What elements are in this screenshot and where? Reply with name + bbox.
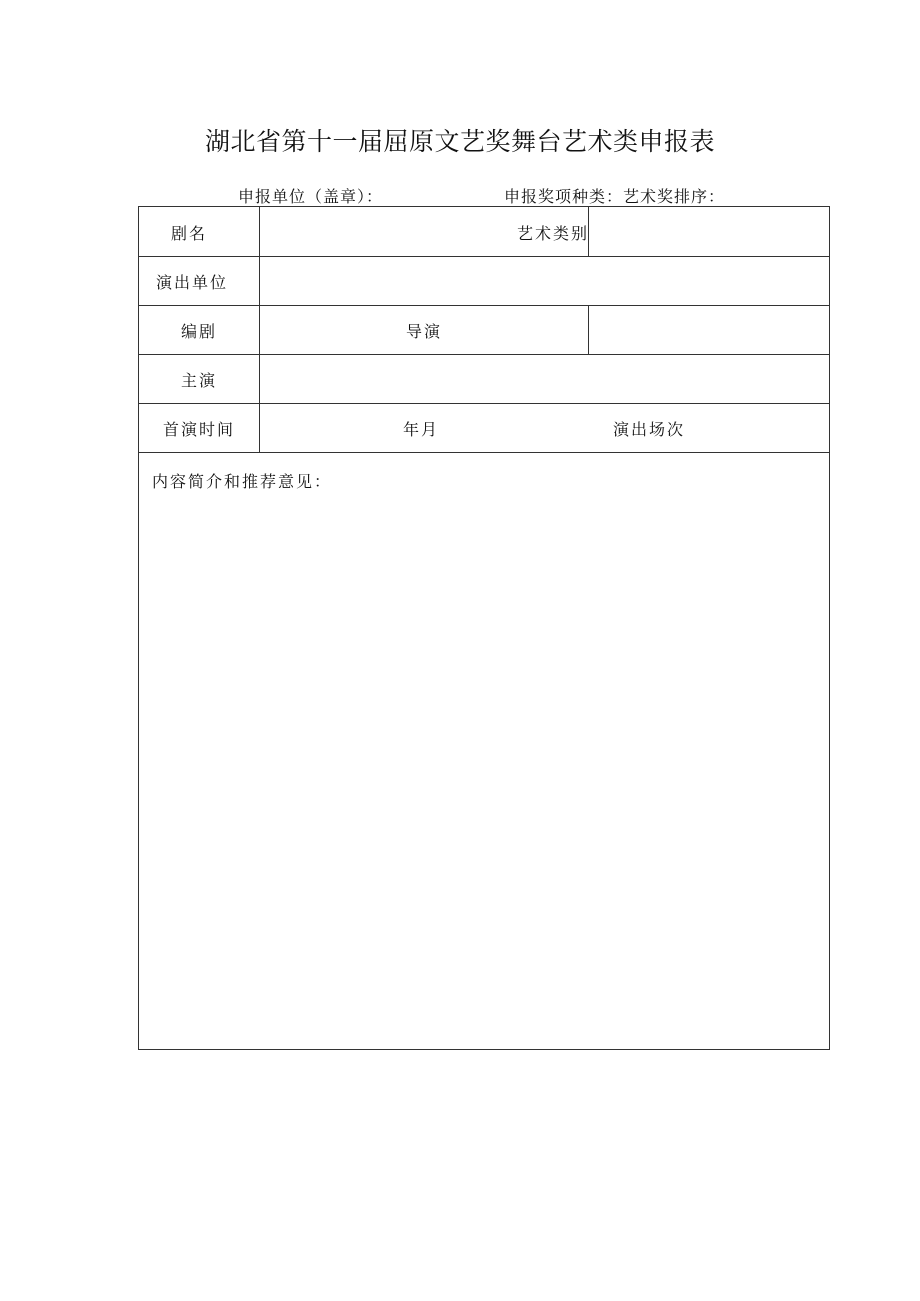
row-divider [139, 452, 829, 453]
performance-count-label: 演出场次 [613, 420, 686, 439]
row-divider [139, 256, 829, 257]
label-column-divider [259, 207, 260, 452]
application-form-table [138, 206, 830, 1050]
year-month-label: 年月 [403, 420, 440, 439]
playwright-label: 编剧 [181, 322, 218, 341]
summary-label: 内容简介和推荐意见： [152, 472, 333, 491]
premiere-time-label: 首演时间 [163, 420, 236, 439]
director-label: 导演 [406, 322, 443, 341]
row-divider [139, 354, 829, 355]
column-divider [588, 305, 589, 354]
performing-unit-label: 演出单位 [156, 273, 229, 292]
row-divider [139, 403, 829, 404]
award-category-label: 申报奖项种类：艺术奖排序： [504, 187, 726, 206]
applicant-unit-label: 申报单位（盖章）： [238, 187, 384, 206]
form-title: 湖北省第十一届屈原文艺奖舞台艺术类申报表 [204, 127, 715, 156]
play-name-label: 剧名 [171, 224, 208, 243]
row-divider [139, 305, 829, 306]
art-category-label: 艺术类别 [517, 224, 590, 243]
lead-actor-label: 主演 [181, 371, 218, 390]
